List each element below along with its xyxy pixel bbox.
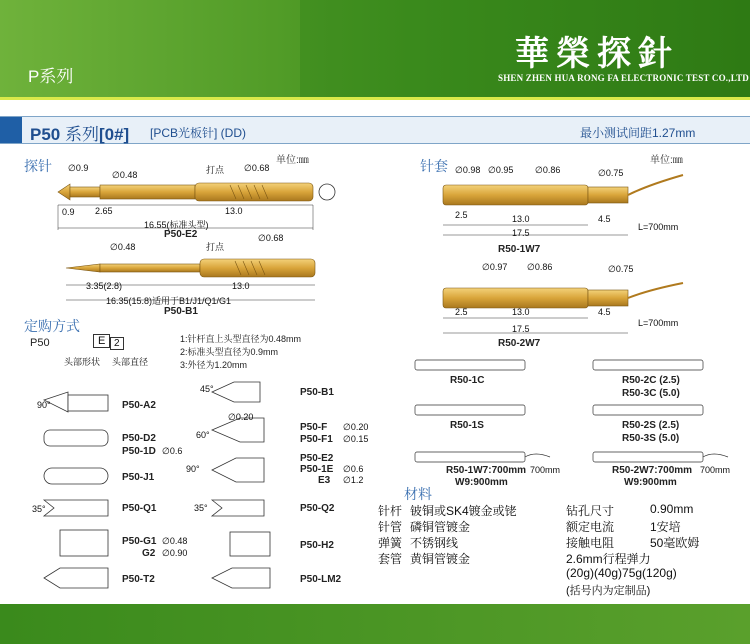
mat-row-1-v: 铍铜或SK4镀金或铑 (410, 504, 517, 518)
sleeve-w9: W9:900mm (455, 477, 508, 488)
w1-l1: 2.5 (455, 210, 468, 220)
tip-f1-dia: ∅0.15 (343, 434, 369, 444)
sleeve-unit: 单位:㎜ (650, 155, 683, 166)
tip-f-dia: ∅0.20 (343, 422, 369, 432)
spec-3-v: 50毫欧姆 (650, 536, 700, 550)
band-pitch: 最小测试间距1.27mm (580, 126, 696, 140)
b1-l2: 13.0 (232, 281, 250, 291)
w1-d1: ∅0.98 (455, 165, 481, 175)
w2-l3: 4.5 (598, 307, 611, 317)
tip-d2: P50-D2 (122, 433, 156, 444)
tip-e3: E3 (318, 475, 331, 486)
tip-q1: P50-Q1 (122, 503, 157, 514)
w1-l3: 4.5 (598, 214, 611, 224)
sleeve-w9b: W9:900mm (624, 477, 677, 488)
w1-d2: ∅0.95 (488, 165, 514, 175)
brand-title: 華榮探針 (515, 34, 679, 74)
spec-1-v: 0.90mm (650, 502, 694, 516)
force-custom: (括号内为定制品) (566, 585, 651, 597)
w1-wire: L=700mm (638, 222, 679, 232)
mat-row-4-v: 黄铜管镀金 (410, 552, 471, 566)
tip-shapes-left (44, 392, 108, 588)
e2-model: P50-E2 (164, 229, 198, 240)
sleeve-r2w: R50-2W7:700mm (612, 465, 693, 476)
mat-row-3-v: 不锈钢线 (410, 536, 459, 550)
w2-total: 17.5 (512, 324, 530, 334)
b1-mark: 打点 (206, 242, 225, 252)
tip-a2: P50-A2 (122, 400, 156, 411)
order-code-2: 2 (110, 337, 124, 350)
order-note-3: 3:外径为1.20mm (180, 360, 248, 370)
sleeve-r1c: R50-1C (450, 375, 485, 386)
spec-2-k: 额定电流 (566, 520, 615, 534)
tip-e1: P50-1E (300, 464, 334, 475)
tip-g2-dia: ∅0.90 (162, 548, 188, 558)
tip-e3-dia: ∅1.2 (343, 475, 364, 485)
force-values: (20g)(40g)75g(120g) (566, 566, 677, 580)
w1-l2: 13.0 (512, 214, 530, 224)
b1-d1: ∅0.48 (110, 242, 136, 252)
tip-g2: G2 (142, 548, 156, 559)
sleeve-r2c: R50-2C (2.5) (622, 375, 680, 386)
w2-model: R50-2W7 (498, 338, 541, 349)
probe-section-title: 探针 (24, 158, 52, 174)
sleeve-r1s: R50-1S (450, 420, 484, 431)
e2-l1: 0.9 (62, 207, 75, 217)
w2-l2: 13.0 (512, 307, 530, 317)
tip-b1-angle: 45° (200, 384, 214, 394)
tip-f-angle: 60° (196, 430, 210, 440)
w1-d3: ∅0.86 (535, 165, 561, 175)
force-title: 2.6mm行程弹力 (566, 552, 651, 566)
b1-total: 16.35(15.8)适用于B1/J1/Q1/G1 (106, 296, 232, 306)
tip-e2: P50-E2 (300, 453, 334, 464)
b1-d2: ∅0.68 (258, 233, 284, 243)
mat-row-3-k: 弹簧 (378, 536, 403, 550)
mat-row-4-k: 套管 (378, 552, 403, 566)
tip-lm2: P50-LM2 (300, 574, 342, 585)
spec-1-k: 钻孔尺寸 (566, 504, 615, 518)
company-name: SHEN ZHEN HUA RONG FA ELECTRONIC TEST CO.,LTD (498, 73, 749, 83)
tip-j1: P50-J1 (122, 472, 155, 483)
series-label: P系列 (28, 67, 74, 86)
tip-q2-angle: 35° (194, 503, 208, 513)
mat-row-1-k: 针杆 (378, 504, 403, 518)
w2-d3: ∅0.75 (608, 264, 634, 274)
tip-q1-angle: 35° (32, 504, 46, 514)
probe-unit: 单位:㎜ (276, 155, 309, 166)
sleeve-r2w-len: 700mm (700, 465, 731, 475)
b1-model: P50-B1 (164, 306, 198, 317)
material-section-title: 材料 (404, 486, 432, 502)
b1-l1: 3.35(2.8) (86, 281, 123, 291)
band-subtitle: [PCB光板针] (DD) (150, 126, 247, 140)
tip-f-dia-top: ∅0.20 (228, 412, 254, 422)
footer-bar (0, 604, 750, 644)
e2-l3: 13.0 (225, 206, 243, 216)
tip-b1: P50-B1 (300, 387, 334, 398)
e2-total: 16.55(标准头型) (144, 220, 209, 230)
order-dia-label: 头部直径 (112, 357, 149, 367)
order-section-title: 定购方式 (24, 318, 80, 334)
w1-model: R50-1W7 (498, 244, 541, 255)
tip-e1-dia: ∅0.6 (343, 464, 364, 474)
spec-3-k: 接触电阻 (566, 536, 615, 550)
w2-wire: L=700mm (638, 318, 679, 328)
sleeve-r1w-len: 700mm (530, 465, 561, 475)
order-code-prefix: P50 (30, 337, 50, 349)
tip-t2: P50-T2 (122, 574, 155, 585)
tip-h2: P50-H2 (300, 540, 334, 551)
tip-d1: P50-1D (122, 446, 156, 457)
tip-f: P50-F (300, 422, 328, 433)
spec-2-v: 1安培 (650, 520, 681, 534)
order-code-e: E (93, 334, 110, 348)
band-title: P50 系列[0#] (30, 125, 130, 144)
sleeve-r3c: R50-3C (5.0) (622, 388, 680, 399)
tip-d-dia: ∅0.6 (162, 446, 183, 456)
w2-l1: 2.5 (455, 307, 468, 317)
tip-g1-dia: ∅0.48 (162, 536, 188, 546)
e2-mark: 打点 (206, 165, 225, 175)
mat-row-2-v: 磷铜管镀金 (410, 520, 471, 534)
sleeve-r2s: R50-2S (2.5) (622, 420, 680, 431)
w1-d4: ∅0.75 (598, 168, 624, 178)
tip-a2-angle: 90° (37, 400, 51, 410)
order-note-2: 2:标准头型直径为0.9mm (180, 347, 279, 357)
e2-d2: ∅0.48 (112, 170, 138, 180)
e2-d3: ∅0.68 (244, 163, 270, 173)
tip-f1: P50-F1 (300, 434, 333, 445)
mat-row-2-k: 针管 (378, 520, 403, 534)
tip-q2: P50-Q2 (300, 503, 335, 514)
tip-e-angle: 90° (186, 464, 200, 474)
w2-d1: ∅0.97 (482, 262, 508, 272)
sleeve-r1w: R50-1W7:700mm (446, 465, 527, 476)
sleeve-section-title: 针套 (420, 158, 448, 174)
w1-total: 17.5 (512, 228, 530, 238)
sleeve-r3s: R50-3S (5.0) (622, 433, 680, 444)
e2-l2: 2.65 (95, 206, 113, 216)
tip-g1: P50-G1 (122, 536, 157, 547)
order-note-1: 1:针杆直上头型直径为0.48mm (180, 334, 302, 344)
w2-d2: ∅0.86 (527, 262, 553, 272)
e2-d1: ∅0.9 (68, 163, 89, 173)
order-tip-label: 头部形状 (64, 357, 101, 367)
